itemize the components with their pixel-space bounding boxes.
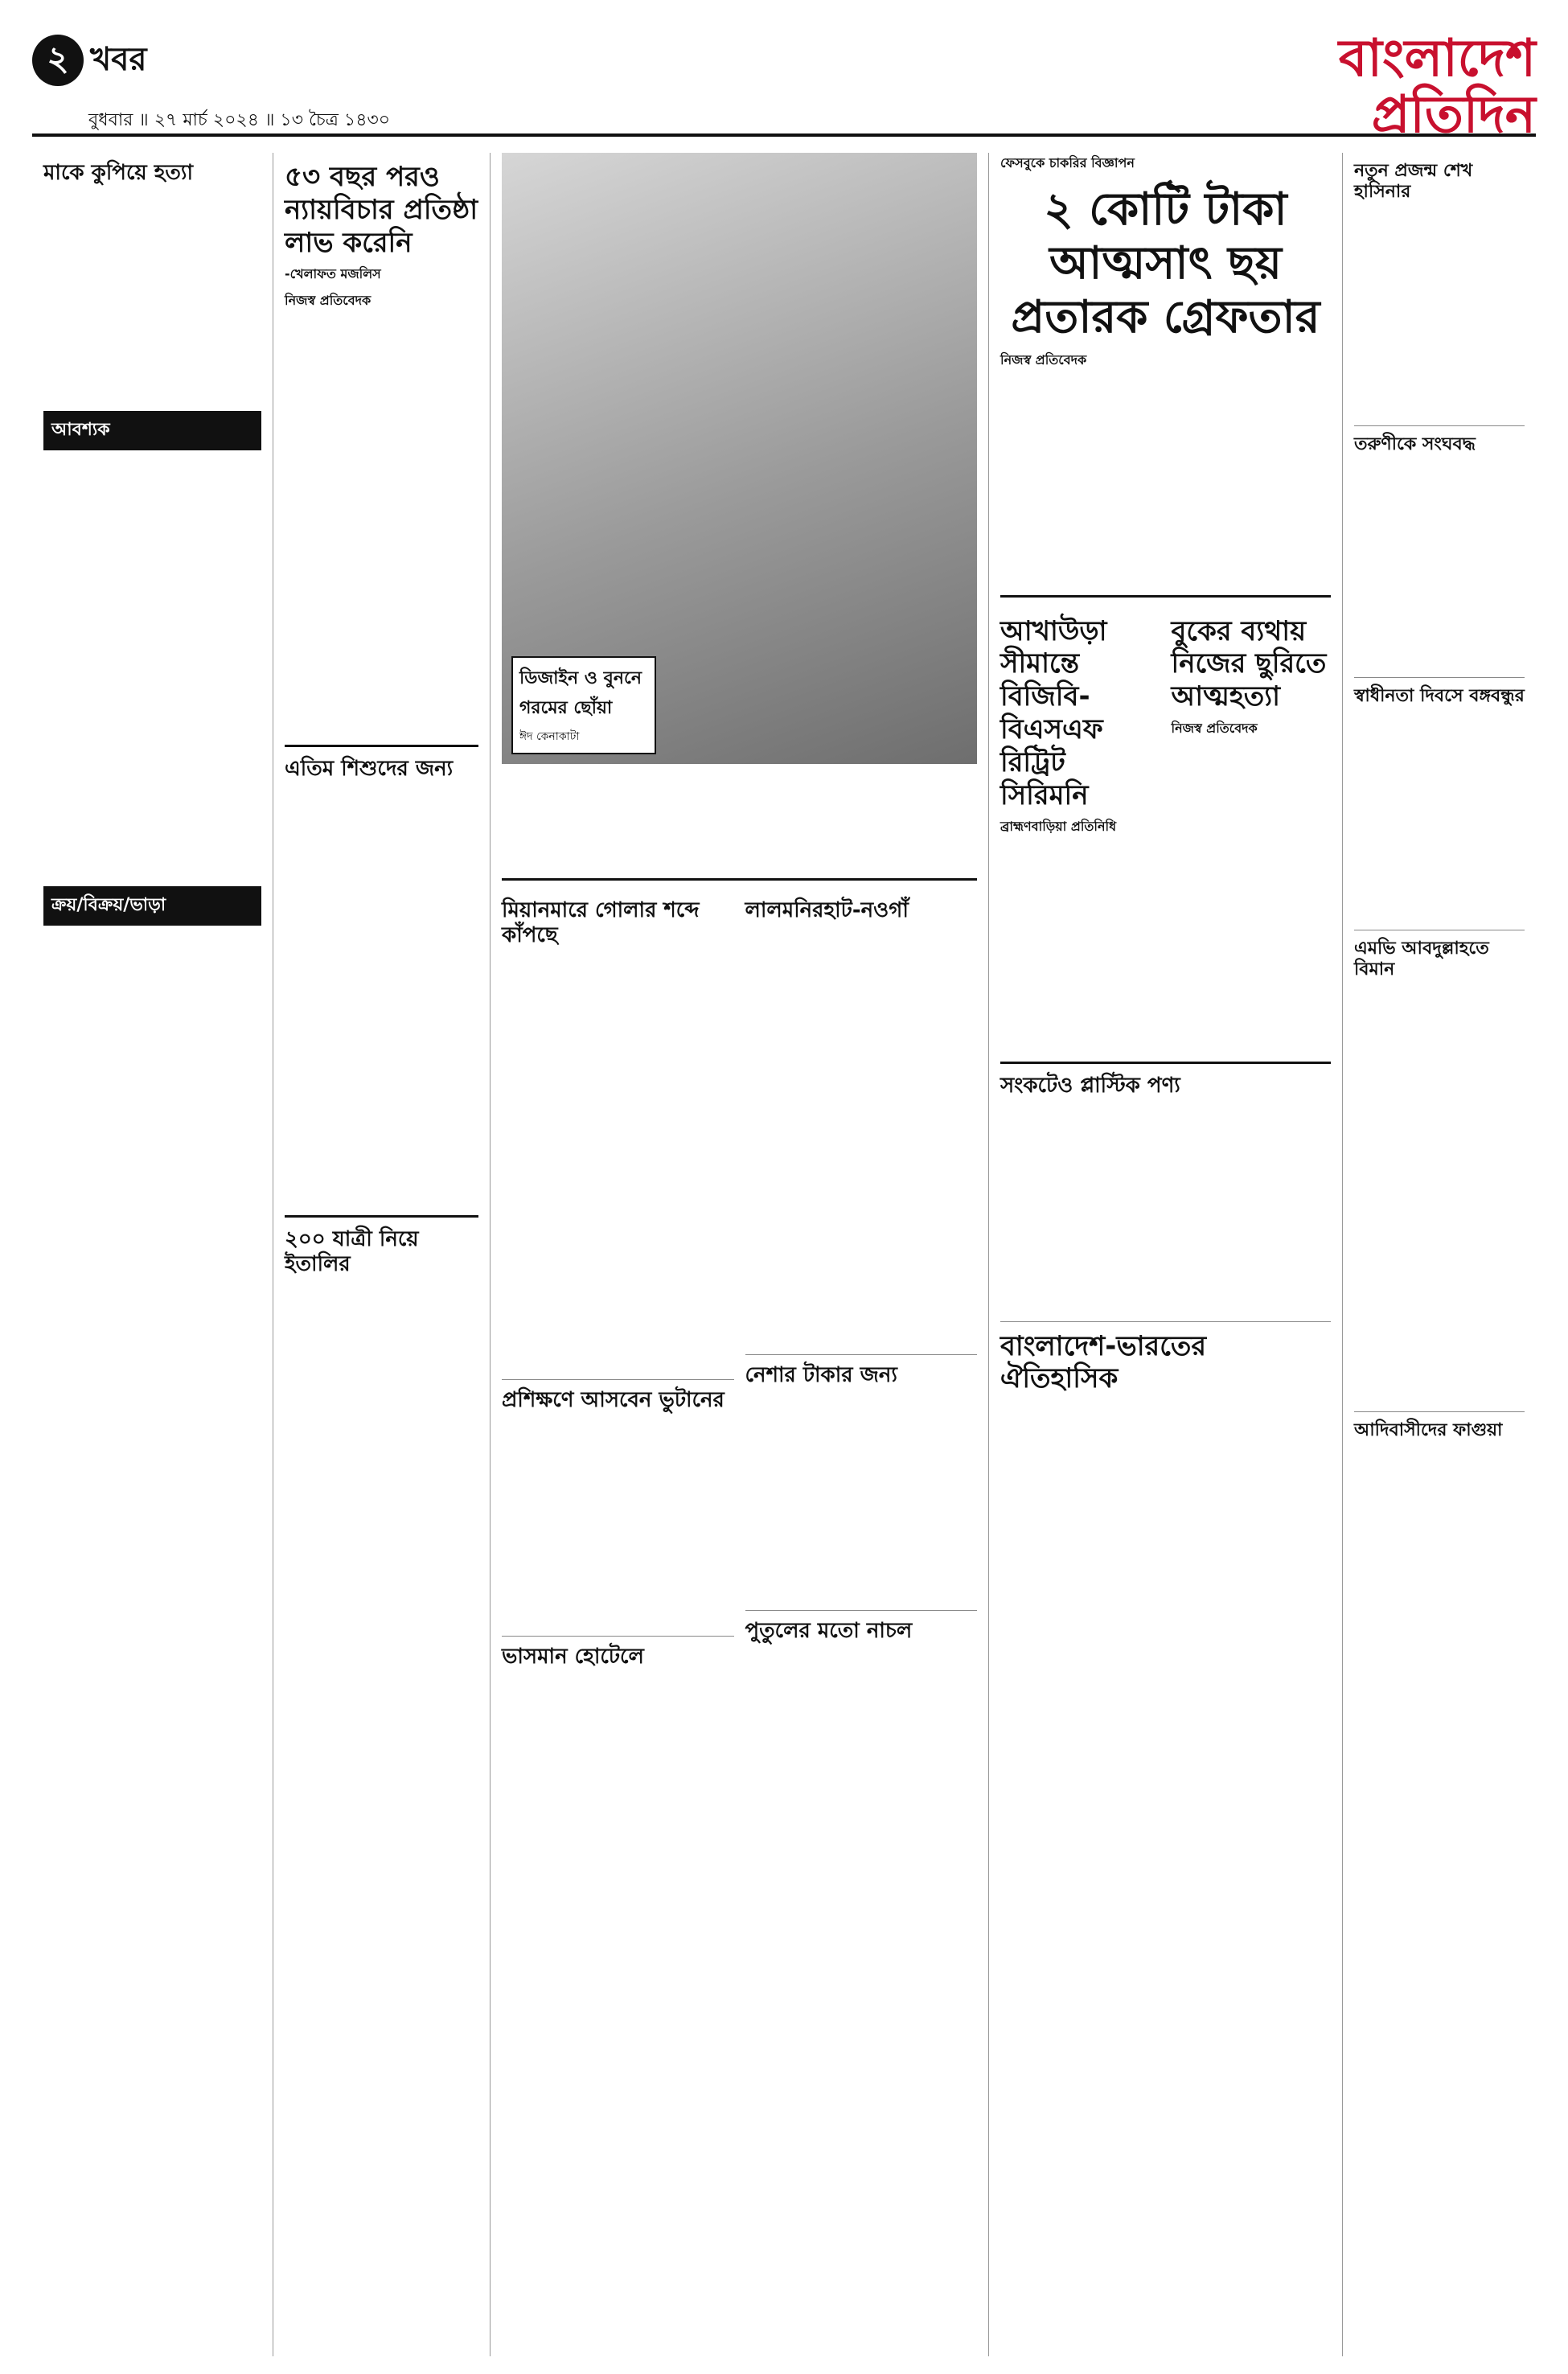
kicker: ফেসবুকে চাকরির বিজ্ঞাপন [1000, 155, 1135, 170]
subheadline: -খেলাফত মজলিস [285, 266, 381, 282]
headline: মিয়ানমারে গোলার শব্দে কাঁপছে [502, 898, 700, 948]
article-body [285, 787, 478, 1205]
divider [745, 1610, 978, 1611]
page-marker [32, 16, 153, 105]
headline: বাংলাদেশ-ভারতের ঐতিহাসিক [1000, 1329, 1207, 1395]
headline: ভাসমান হোটেলে [502, 1644, 644, 1669]
brand-logo [1198, 29, 1536, 146]
section-name: খবর [90, 40, 147, 78]
article-body [1172, 745, 1332, 954]
byline: নিজস্ব প্রতিবেদক [1000, 351, 1087, 368]
headline: তরুণীকে সংঘবদ্ধ [1354, 433, 1476, 454]
news-left [1000, 607, 1160, 1053]
divider [285, 1215, 478, 1218]
byline: ব্রাহ্মণবাড়িয়া প্রতিনিধি [1000, 819, 1117, 835]
headline: ২০০ যাত্রী নিয়ে ইতালির [285, 1226, 419, 1276]
news-left [502, 890, 734, 1883]
classified-body [43, 457, 261, 875]
classified-section-heading: ক্রয়/বিক্রয়/ভাড়া [43, 886, 261, 926]
divider [502, 878, 977, 881]
headline: এতিম শিশুদের জন্য [285, 757, 454, 782]
photo-caption-credit: ঈদ কেনাকাটা [519, 730, 580, 743]
article-body [1000, 1400, 1331, 1818]
article-body [745, 1393, 978, 1602]
masthead [32, 16, 1536, 146]
article-body [43, 191, 261, 400]
classified-section-heading: আবশ্যক [43, 411, 261, 450]
dateline: বুধবার ॥ ২৭ মার্চ ২০২৪ ॥ ১৩ চৈত্র ১৪৩০ [88, 110, 391, 130]
article-body [285, 317, 478, 735]
divider [1354, 677, 1525, 678]
headline: স্বাধীনতা দিবসে বঙ্গবন্ধুর [1354, 686, 1525, 707]
divider [1000, 1321, 1331, 1322]
news-right [1172, 607, 1332, 1053]
divider [1354, 425, 1525, 426]
column-2 [273, 153, 491, 2356]
article-body [502, 1674, 734, 1883]
news-right [745, 890, 978, 1883]
divider [285, 745, 478, 747]
divider [502, 1379, 734, 1380]
article-body [1354, 208, 1525, 417]
brand-name: বাংলাদেশ প্রতিদিন [1338, 29, 1536, 146]
article-body [502, 1419, 734, 1628]
news-split [502, 890, 977, 1883]
divider [1000, 1062, 1331, 1064]
article-body [745, 928, 978, 1346]
article-body [285, 1282, 478, 1491]
classified-body [43, 932, 261, 1350]
byline: নিজস্ব প্রতিবেদক [285, 293, 371, 309]
photo-caption [511, 656, 656, 754]
headline: আদিবাসীদের ফাগুয়া [1354, 1420, 1503, 1441]
article-body [1354, 460, 1525, 669]
headline: সংকটেও প্লাস্টিক পণ্য [1000, 1074, 1180, 1099]
article-body [745, 1649, 978, 1859]
headline: প্রশিক্ষণে আসবেন ভুটানের [502, 1388, 724, 1413]
headline: পুতুলের মতো নাচল [745, 1619, 913, 1644]
divider [745, 1354, 978, 1355]
headline: বুকের ব্যথায় নিজের ছুরিতে আত্মহত্যা [1171, 614, 1327, 713]
photo-caption-body [502, 772, 977, 869]
headline: লালমনিরহাট-নওগাঁ [745, 898, 909, 922]
headline: নেশার টাকার জন্য [745, 1363, 897, 1388]
column-1 [32, 153, 273, 2356]
byline: নিজস্ব প্রতিবেদক [1171, 720, 1258, 736]
column-4 [989, 153, 1343, 2356]
news-split [1000, 607, 1331, 1053]
divider [502, 1636, 734, 1637]
article-body [502, 953, 734, 1371]
headline: নতুন প্রজন্ম শেখ হাসিনার [1354, 161, 1473, 203]
divider [1000, 595, 1331, 598]
column-3 [491, 153, 989, 2356]
page-number: ২ [32, 35, 84, 86]
headline: আখাউড়া সীমান্তে বিজিবি-বিএসএফ রিট্রিট সিরিমনি [1000, 614, 1107, 811]
article-body [1354, 713, 1525, 922]
headline: এমভি আবদুল্লাহতে বিমান [1354, 938, 1489, 980]
lead-headline: ২ কোটি টাকা আত্মসাৎ ছয় প্রতারক গ্রেফতার [1011, 183, 1320, 344]
headline: ৫৩ বছর পরও ন্যায়বিচার প্রতিষ্ঠা লাভ করেনি [285, 161, 478, 259]
divider [1354, 1411, 1525, 1412]
shopping-photo [502, 153, 977, 764]
article-body [1354, 1447, 1525, 1656]
article-body [1000, 1104, 1331, 1313]
headline: মাকে কুপিয়ে হত্যা [43, 161, 194, 185]
article-body [1000, 843, 1160, 1052]
article-body [1354, 985, 1525, 1403]
column-5 [1343, 153, 1536, 2356]
photo-caption-title: ডিজাইন ও বুননে গরমের ছোঁয়া [519, 668, 642, 718]
article-body [1000, 376, 1331, 585]
